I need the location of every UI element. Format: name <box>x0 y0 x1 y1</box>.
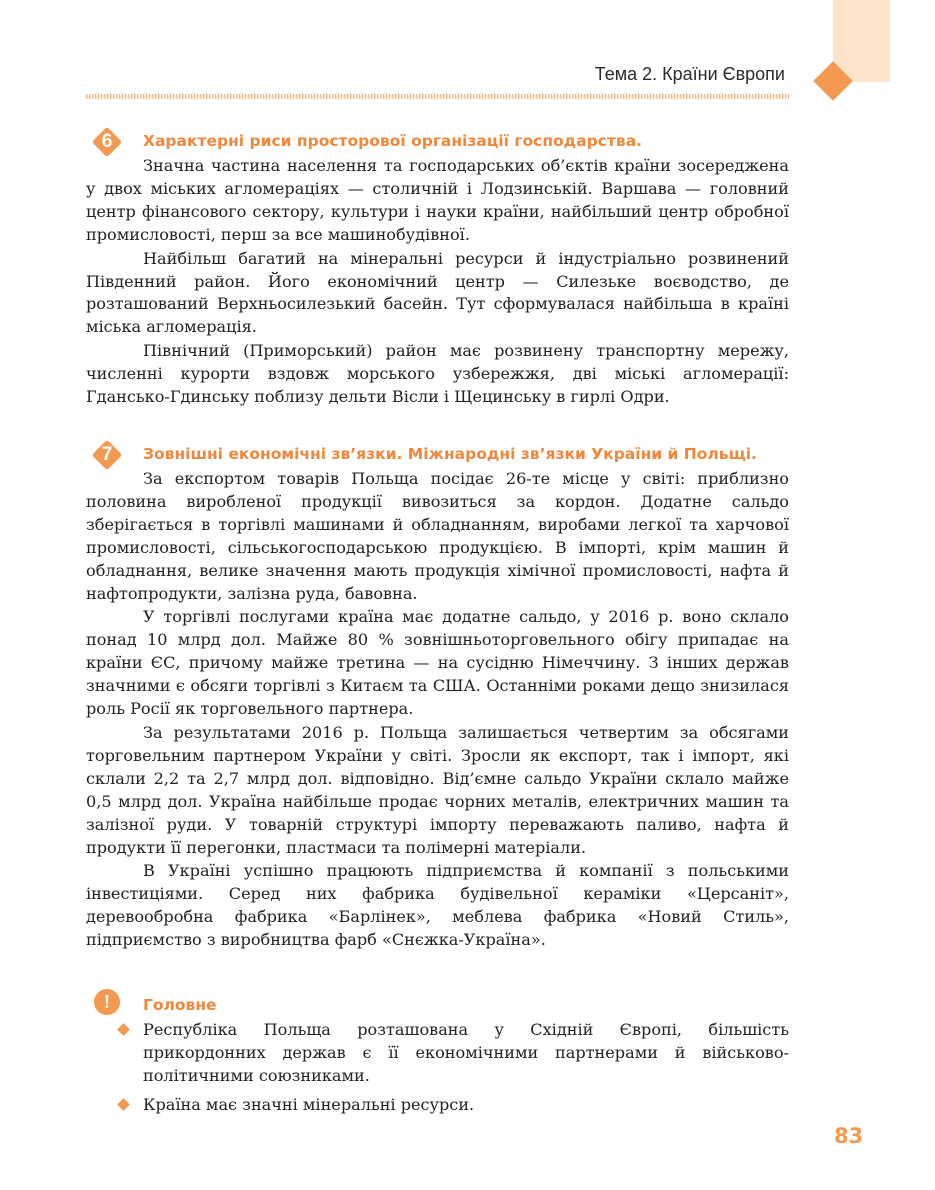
paragraph: Найбільш багатий на мінеральні ресурси й індустріально розвинений Південний район. Його економічний центр — Силезьке воєводство, де розташований Верхньосилезький басейн. Тут сформувалася найбільша в країні міська агломерація. <box>86 248 789 337</box>
list-item <box>86 1019 789 1088</box>
section-7-badge <box>92 440 122 470</box>
paragraph: Північний (Приморський) район має розвинену транспортну мережу, численні курорти вздовж морського узбережжя, дві міські агломерації: Гданcько-Гдинську поблизу дельти Вісли і Щецинську в гирлі Одри. <box>86 341 789 407</box>
section-number: 7 <box>101 444 113 465</box>
summary-list <box>86 1019 789 1123</box>
header-divider <box>86 94 789 99</box>
section-7-heading: Зовнішні економічні зв’язки. Міжнародні зв’язки України й Польщі. <box>143 445 757 463</box>
section-6-badge <box>92 127 122 157</box>
summary-heading: Головне <box>143 996 217 1014</box>
paragraph: В Україні успішно працюють підприємства й компанії з польськими інвестиціями. Серед них фабрика будівельної кераміки «Церсаніт», деревообробна фабрика «Барлінек», меблева фабрика «Новий Стиль», підприємство з виробництва фарб «Снєжка-Україна». <box>86 861 789 950</box>
list-item <box>86 1094 789 1117</box>
exclamation-icon: ! <box>94 989 120 1015</box>
section-7-body <box>86 468 789 953</box>
paragraph: Значна частина населення та господарських об’єктів країни зосереджена у двох міських агломераціях — столичній і Лодзинській. Варшава — головний центр фінансового сектору, культури і науки країни, найбільший центр обробної промисловості, перш за все машинобудівної. <box>86 156 789 244</box>
list-item-text: Країна має значні мінеральні ресурси. <box>143 1094 475 1114</box>
paragraph: У торгівлі послугами країна має додатне сальдо, у 2016 р. воно склало понад 10 млрд дол. Майже 80 % зовнішньоторговельного обігу припадає на країни ЄС, причому майже третина — на сусідню Німеччину. З інших держав значними є обсяги торгівлі з Китаєм та США. Останніми роками дещо знизилася роль Росії як торговельного партнера. <box>86 607 789 719</box>
section-number: 6 <box>101 131 113 152</box>
bullet-diamond-icon <box>117 1023 130 1036</box>
bullet-diamond-icon <box>117 1098 130 1111</box>
list-item-text: Республіка Польща розташована у Східній Європі, більшість прикордонних держав є її економічними партнерами й військово-політичними союзниками. <box>143 1020 789 1085</box>
paragraph: За результатами 2016 р. Польща залишається четвертим за обсягами торговельним партнером України у світі. Зросли як експорт, так і імпорт, які склали 2,2 та 2,7 млрд дол. відповідно. Від’ємне сальдо України склало майже 0,5 млрд дол. Україна найбільше продає чорних металів, електричних машин та залізної руди. У товарній структурі імпорту переважають паливо, нафта й продукти її перегонки, пластмаси та полімерні матеріали. <box>86 722 789 857</box>
page-number: 83 <box>834 1124 864 1148</box>
chapter-title: Тема 2. Країни Європи <box>594 64 785 84</box>
section-6-heading: Характерні риси просторової організації господарства. <box>143 132 643 150</box>
section-6-body <box>86 155 789 410</box>
paragraph: За експортом товарів Польща посідає 26-те місце у світі: приблизно половина виробленої продукції вивозиться за кордон. Додатне сальдо зберігається в торгівлі машинами й обладнанням, виробами легкої та харчової промисловості, сільськогосподарською продукцією. В імпорті, крім машин й обладнання, велике значення мають продукція хімічної промисловості, нафта й нафтопродукти, залізна руда, бавовна. <box>86 469 789 603</box>
